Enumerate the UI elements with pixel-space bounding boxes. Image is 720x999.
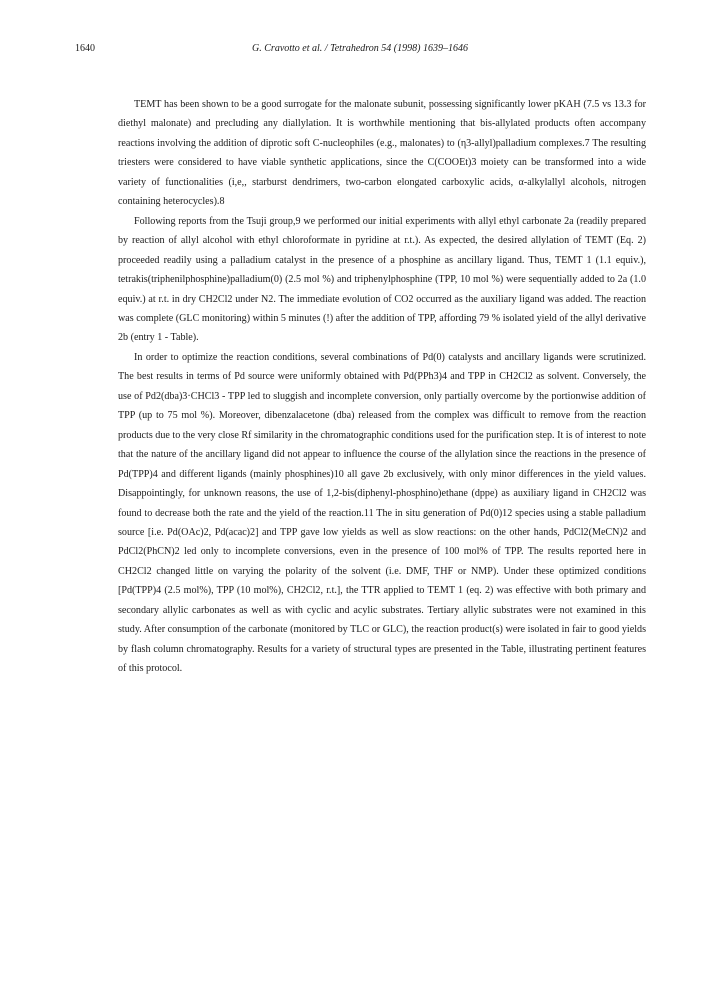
page-number: 1640 (75, 43, 95, 54)
paragraph-2: Following reports from the Tsuji group,9 we performed our initial experiments with allyl ethyl carbonate 2a (readily prepared by reaction of allyl alcohol with ethyl chloroformate in pyridine at r.t.). As expected, the desired allylation of TEMT (Eq. 2) proceeded readily using a palladium catalyst in the presence of a phosphine as ancillary ligand. Thus, TEMT 1 (1.1 equiv.), tetrakis(triphenilphosphine)palladium(0) (2.5 mol %) and triphenylphosphine (TPP, 10 mol %) were sequentially added to 2a (1.0 equiv.) at r.t. in dry CH2Cl2 under N2. The immediate evolution of CO2 occurred as the auxiliary ligand was added. The reaction was complete (GLC monitoring) within 5 minutes (!) after the addition of TPP, affording 79 % isolated yield of the allyl derivative 2b (entry 1 - Table). (118, 215, 646, 344)
paragraph-3: In order to optimize the reaction conditions, several combinations of Pd(0) catalysts and ancillary ligands were scrutinized. The best results in terms of Pd source were uniformly obtained with Pd(PPh3)4 and TPP in CH2Cl2 as solvent. Conversely, the use of Pd2(dba)3·CHCl3 - TPP led to sluggish and incomplete conversion, only partially overcome by the portionwise addition of TPP (up to 75 mol %). Moreover, dibenzalacetone (dba) released from the complex was difficult to remove from the reaction products due to the very close Rf similarity in the chromatographic conditions used for the purification step. It is of interest to note that the nature of the ancillary ligand did not appear to influence the course of the allylation since the reactions in the presence of Pd(TPP)4 and different ligands (mainly phosphines)10 all gave 2b exclusively, with only minor differences in the yield values. Disappointingly, for unknown reasons, the use of 1,2-bis(diphenyl-phosphino)ethane (dppe) as auxiliary ligand in CH2Cl2 was found to decrease both the rate and the yield of the reaction.11 The in situ generation of Pd(0)12 species using a stable palladium source [i.e. Pd(OAc)2, Pd(acac)2] and TPP gave low yields as well as slow reactions: on the other hands, PdCl2(MeCN)2 and PdCl2(PhCN)2 led only to incomplete conversions, even in the presence of 100 mol% of TPP. The results reported here in CH2Cl2 changed little on varying the polarity of the solvent (i.e. DMF, THF or NMP). Under these optimized conditions [Pd(TPP)4 (2.5 mol%), TPP (10 mol%), CH2Cl2, r.t.], the TTR applied to TEMT 1 (eq. 2) was effective with both primary and secondary allylic carbonates as well as with cyclic and acylic substrates. Tertiary allylic substrates were not examined in this study. After consumption of the carbonate (monitored by TLC or GLC), the reaction product(s) were isolated in fair to good yields by flash column chromatography. Results for a variety of structural types are presented in the Table, illustrating pertinent features of this protocol. (118, 351, 646, 675)
running-head: G. Cravotto et al. / Tetrahedron 54 (1998) 1639–1646 (252, 43, 468, 54)
paragraph-1: TEMT has been shown to be a good surrogate for the malonate subunit, possessing significantly lower pKAH (7.5 vs 13.3 for diethyl malonate) and precluding any diallylation. It is worthwhile mentioning that bis-allylated products often accompany reactions involving the addition of diprotic soft C-nucleophiles (e.g., malonates) to (η3-allyl)palladium complexes.7 The resulting triesters were considered to have viable synthetic applications, since the C(COOEt)3 moiety can be transformed into a wide variety of functionalities (i,e,, starburst dendrimers, two-carbon elongated carboxylic acids, α-alkylallyl alcohols, nitrogen containing heterocycles).8 (118, 99, 646, 208)
body-text (118, 95, 646, 679)
page-header (0, 42, 720, 56)
